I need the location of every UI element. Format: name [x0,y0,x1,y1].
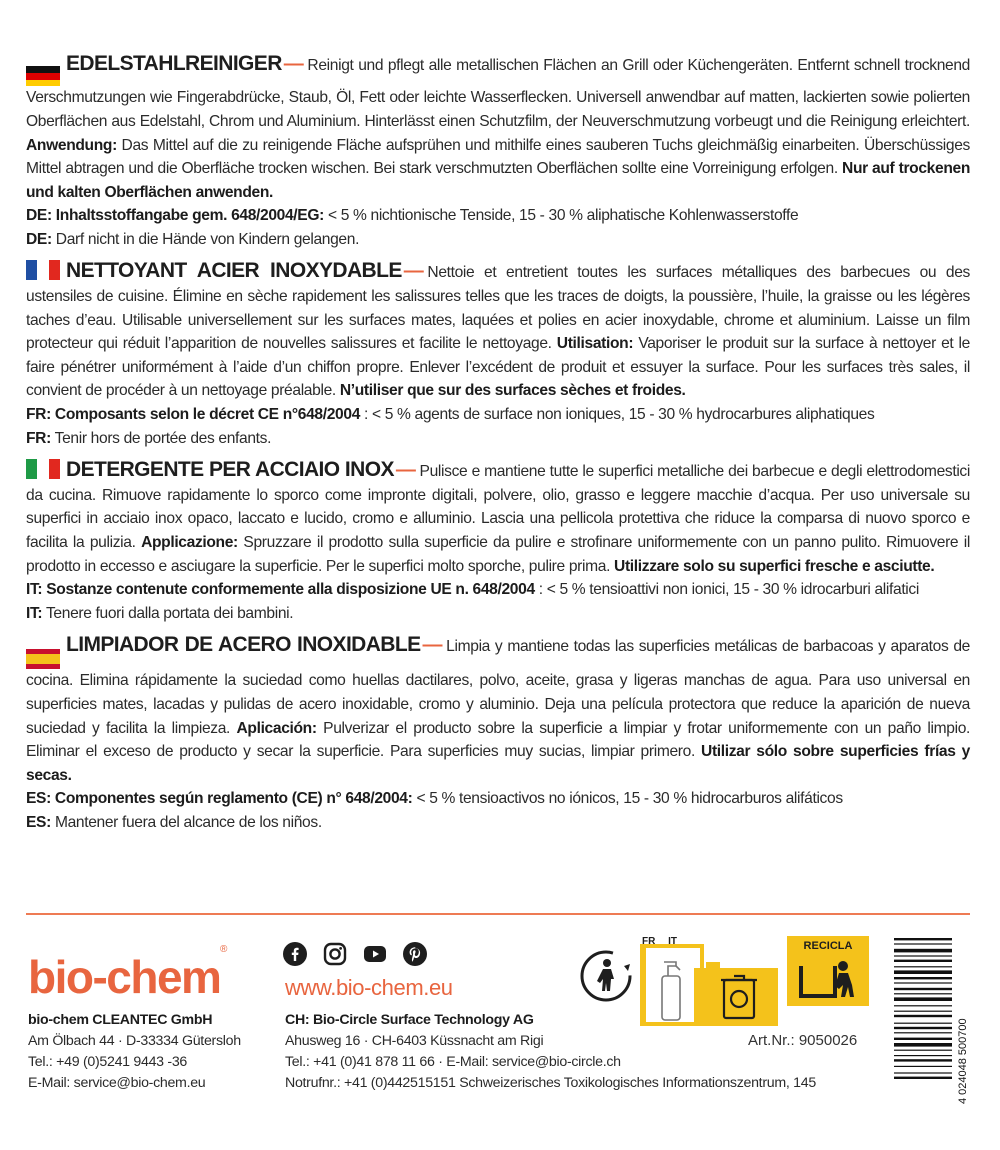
safety-text: Tenir hors de portée des enfants. [54,429,272,447]
section-heading: NETTOYANT ACIER INOXYDABLE [66,259,402,283]
usage-warning: Nur auf trockenen und kalten Oberflächen anwenden. [26,160,970,201]
recicla-label: RECICLA [803,940,853,952]
barcode-digits: 4 024048 500700 [957,1018,969,1104]
bio-chem-logo: bio-chem [28,951,221,1003]
usage-label: Applicazione: [141,534,238,552]
section-heading: EDELSTAHLREINIGER [66,52,282,75]
safety-label: IT: [26,604,43,622]
ch-phone-email: Tel.: +41 (0)41 878 11 66 · E-Mail: service@bio-circle.ch [285,1054,621,1070]
ch-address: Ahusweg 16 · CH-6403 Küssnacht am Rigi [285,1033,544,1049]
company-name: bio-chem CLEANTEC GmbH [28,1012,213,1028]
ingredients-text: < 5 % tensioactivos no iónicos, 15 - 30 % hidrocarburos alifáticos [416,790,843,808]
sorting-info-panel [640,936,778,1026]
triman-recycle-icon [578,948,634,1004]
flag-it-icon [26,459,60,479]
ingredients-label: FR: Composants selon le décret CE n°648/2004 [26,406,361,424]
company-phone: Tel.: +49 (0)5241 9443 -36 [28,1054,188,1070]
usage-label: Aplicación: [236,719,317,737]
description-text: Reinigt und pflegt alle metallischen Flächen an Grill oder Küchengeräten. Entfernt schnell trocknend Verschmutzungen wie Fingerabdrücke, Staub, Öl, Fett oder leichte Wasserflecken. Universell anwendbar auf matten, lackierten sowie polierten Oberflächen aus Edelstahl, Chrom und Aluminium. Hinterlässt einen Schutzfilm, der Neuverschmutzung vorbeugt und die Reinigung erleichtert. [26,57,970,130]
article-number: Art.Nr.: 9050026 [748,1032,858,1049]
ingredients-label: ES: Componentes según reglamento (CE) n° 648/2004: [26,790,413,808]
section-it [26,458,970,625]
usage-label: Utilisation: [556,335,634,353]
ingredients-line [26,403,970,427]
youtube-icon[interactable] [363,942,387,966]
heading-dash: — [422,634,443,657]
flag-fr-icon [26,260,60,280]
usage-warning: Utilizar sólo sobre superficies frías y secas. [26,743,970,784]
ingredients-label: DE: Inhaltsstoffangabe gem. 648/2004/EG: [26,207,324,225]
safety-text: Tenere fuori dalla portata dei bambini. [45,604,294,622]
usage-label: Anwendung: [26,136,117,154]
company-email[interactable]: E-Mail: service@bio-chem.eu [28,1075,206,1091]
safety-label: DE: [26,230,52,248]
flag-de-icon [26,66,60,86]
facebook-icon[interactable] [283,942,307,966]
safety-text: Mantener fuera del alcance de los niños. [54,813,322,831]
usage-warning: Utilizzare solo su superfici fresche e asciutte. [614,557,935,575]
description-text: Limpia y mantiene todas las superficies metálicas de barbacoas y aparatos de cocina. Elimina rápidamente la suciedad como huellas dactilares, polvo, aceite, grasa y ligeras manchas de agua. Para uso universal en superficies mates, lacadas y pulidas de acero inoxidable, cromo y aluminio. Deja una película protectora que reduce la aparición de nueva suciedad y facilita la limpieza. [26,638,970,737]
safety-text: Darf nicht in die Hände von Kindern gelangen. [55,230,360,248]
ingredients-line [26,204,970,228]
section-es [26,633,970,834]
heading-dash: — [403,260,424,283]
company-info [28,1010,241,1094]
flag-es-icon [26,649,60,669]
section-heading: DETERGENTE PER ACCIAIO INOX [66,458,394,482]
usage-text: Vaporiser le produit sur la surface à nettoyer et le faire pénétrer uniformément à l’aide d’un chiffon propre. Enlever l’excédent de produit et essuyer la surface. Pour les surfaces très sales, il convient de procéder à un nettoyage préalable. [26,335,970,400]
company-address: Am Ölbach 44 · D-33334 Gütersloh [28,1033,241,1049]
social-icons [283,942,427,966]
ingredients-label: IT: Sostanze contenute conformemente alla disposizione UE n. 648/2004 [26,581,535,599]
footer [0,920,1000,1150]
ingredients-text: : < 5 % agents de surface non ioniques, 15 - 30 % hydrocarbures aliphatiques [364,406,875,424]
safety-line [26,427,970,451]
recycle-tag-fr: FR [642,936,656,947]
sorting-info-graphic [640,936,778,1026]
ingredients-line [26,578,970,602]
website-link[interactable]: www.bio-chem.eu [285,975,453,1000]
safety-label: FR: [26,429,51,447]
instagram-icon[interactable] [323,942,347,966]
safety-line [26,228,970,252]
description-text: Nettoie et entretient toutes les surfaces métalliques des barbecues ou des ustensiles de cuisine. Élimine en sèche rapidement les salissures telles que les traces de doigts, la poussière, l’huile, la graisse ou les légères taches d’eau. Utilisable universellement sur les surfaces mates, laquées et polies en acier inoxydable, chrome et aluminium. Laisse un film protecteur qui réduit l’apparition de nouvelles salissures et facilite le nettoyage. [26,264,971,353]
divider [26,913,970,915]
safety-label: ES: [26,813,51,831]
usage-text: Spruzzare il prodotto sulla superficie da pulire e strofinare uniformemente con un panno pulito. Rimuovere il prodotto in eccesso e asciugare la superficie. Per le superfici molto sporche, pulire prima. [26,534,970,575]
section-de [26,52,970,251]
safety-line [26,811,970,835]
ingredients-text: < 5 % nichtionische Tenside, 15 - 30 % aliphatische Kohlenwasserstoffe [327,207,799,225]
section-fr [26,259,970,450]
pinterest-icon[interactable] [403,942,427,966]
usage-text: Pulverizar el producto sobre la superficie a limpiar y frotar uniformemente con un paño limpio. Eliminar el exceso de producto y secar la superficie. Para superficies muy sucias, limpiar primero. [26,719,971,761]
recicla-icon [787,936,869,1006]
description-text: Pulisce e mantiene tutte le superfici metalliche dei barbecue e degli elettrodomestici da cucina. Rimuove rapidamente lo sporco come impronte digitali, polvere, olio, grasso e leggere macchie d’acqua. Per uso universale su superfici in acciaio inox opaco, laccato e lucido, cromo e alluminio. Lascia una pellicola protettiva che riduce la comparsa di nuovo sporco e facilita la pulizia. [26,463,970,552]
ch-emergency-number: Notrufnr.: +41 (0)442515151 Schweizerisches Toxikologisches Informationszentrum, 145 [285,1075,816,1091]
section-heading: LIMPIADOR DE ACERO INOXIDABLE [66,633,421,657]
ingredients-line [26,787,970,811]
safety-line [26,602,970,626]
ch-company-name: CH: Bio-Circle Surface Technology AG [285,1012,534,1028]
recicla-badge [787,936,869,1006]
heading-dash: — [283,53,304,75]
heading-dash: — [395,459,416,482]
ean-barcode [894,936,970,1108]
ingredients-text: : < 5 % tensioattivi non ionici, 15 - 30 % idrocarburi alifatici [538,581,919,599]
recycle-tag-it: IT [668,936,678,947]
usage-text: Das Mittel auf die zu reinigende Fläche aufsprühen und mithilfe eines sauberen Tuchs gleichmäßig einarbeiten. Überschüssiges Mittel abtragen und die Oberfläche trocken wischen. Bei stark verschmutzten Oberflächen sollte eine Vorreinigung erfolgen. [26,136,971,178]
usage-warning: N’utiliser que sur des surfaces sèches et froides. [339,382,686,400]
label-text-block [26,52,970,843]
registered-mark: ® [220,944,228,955]
